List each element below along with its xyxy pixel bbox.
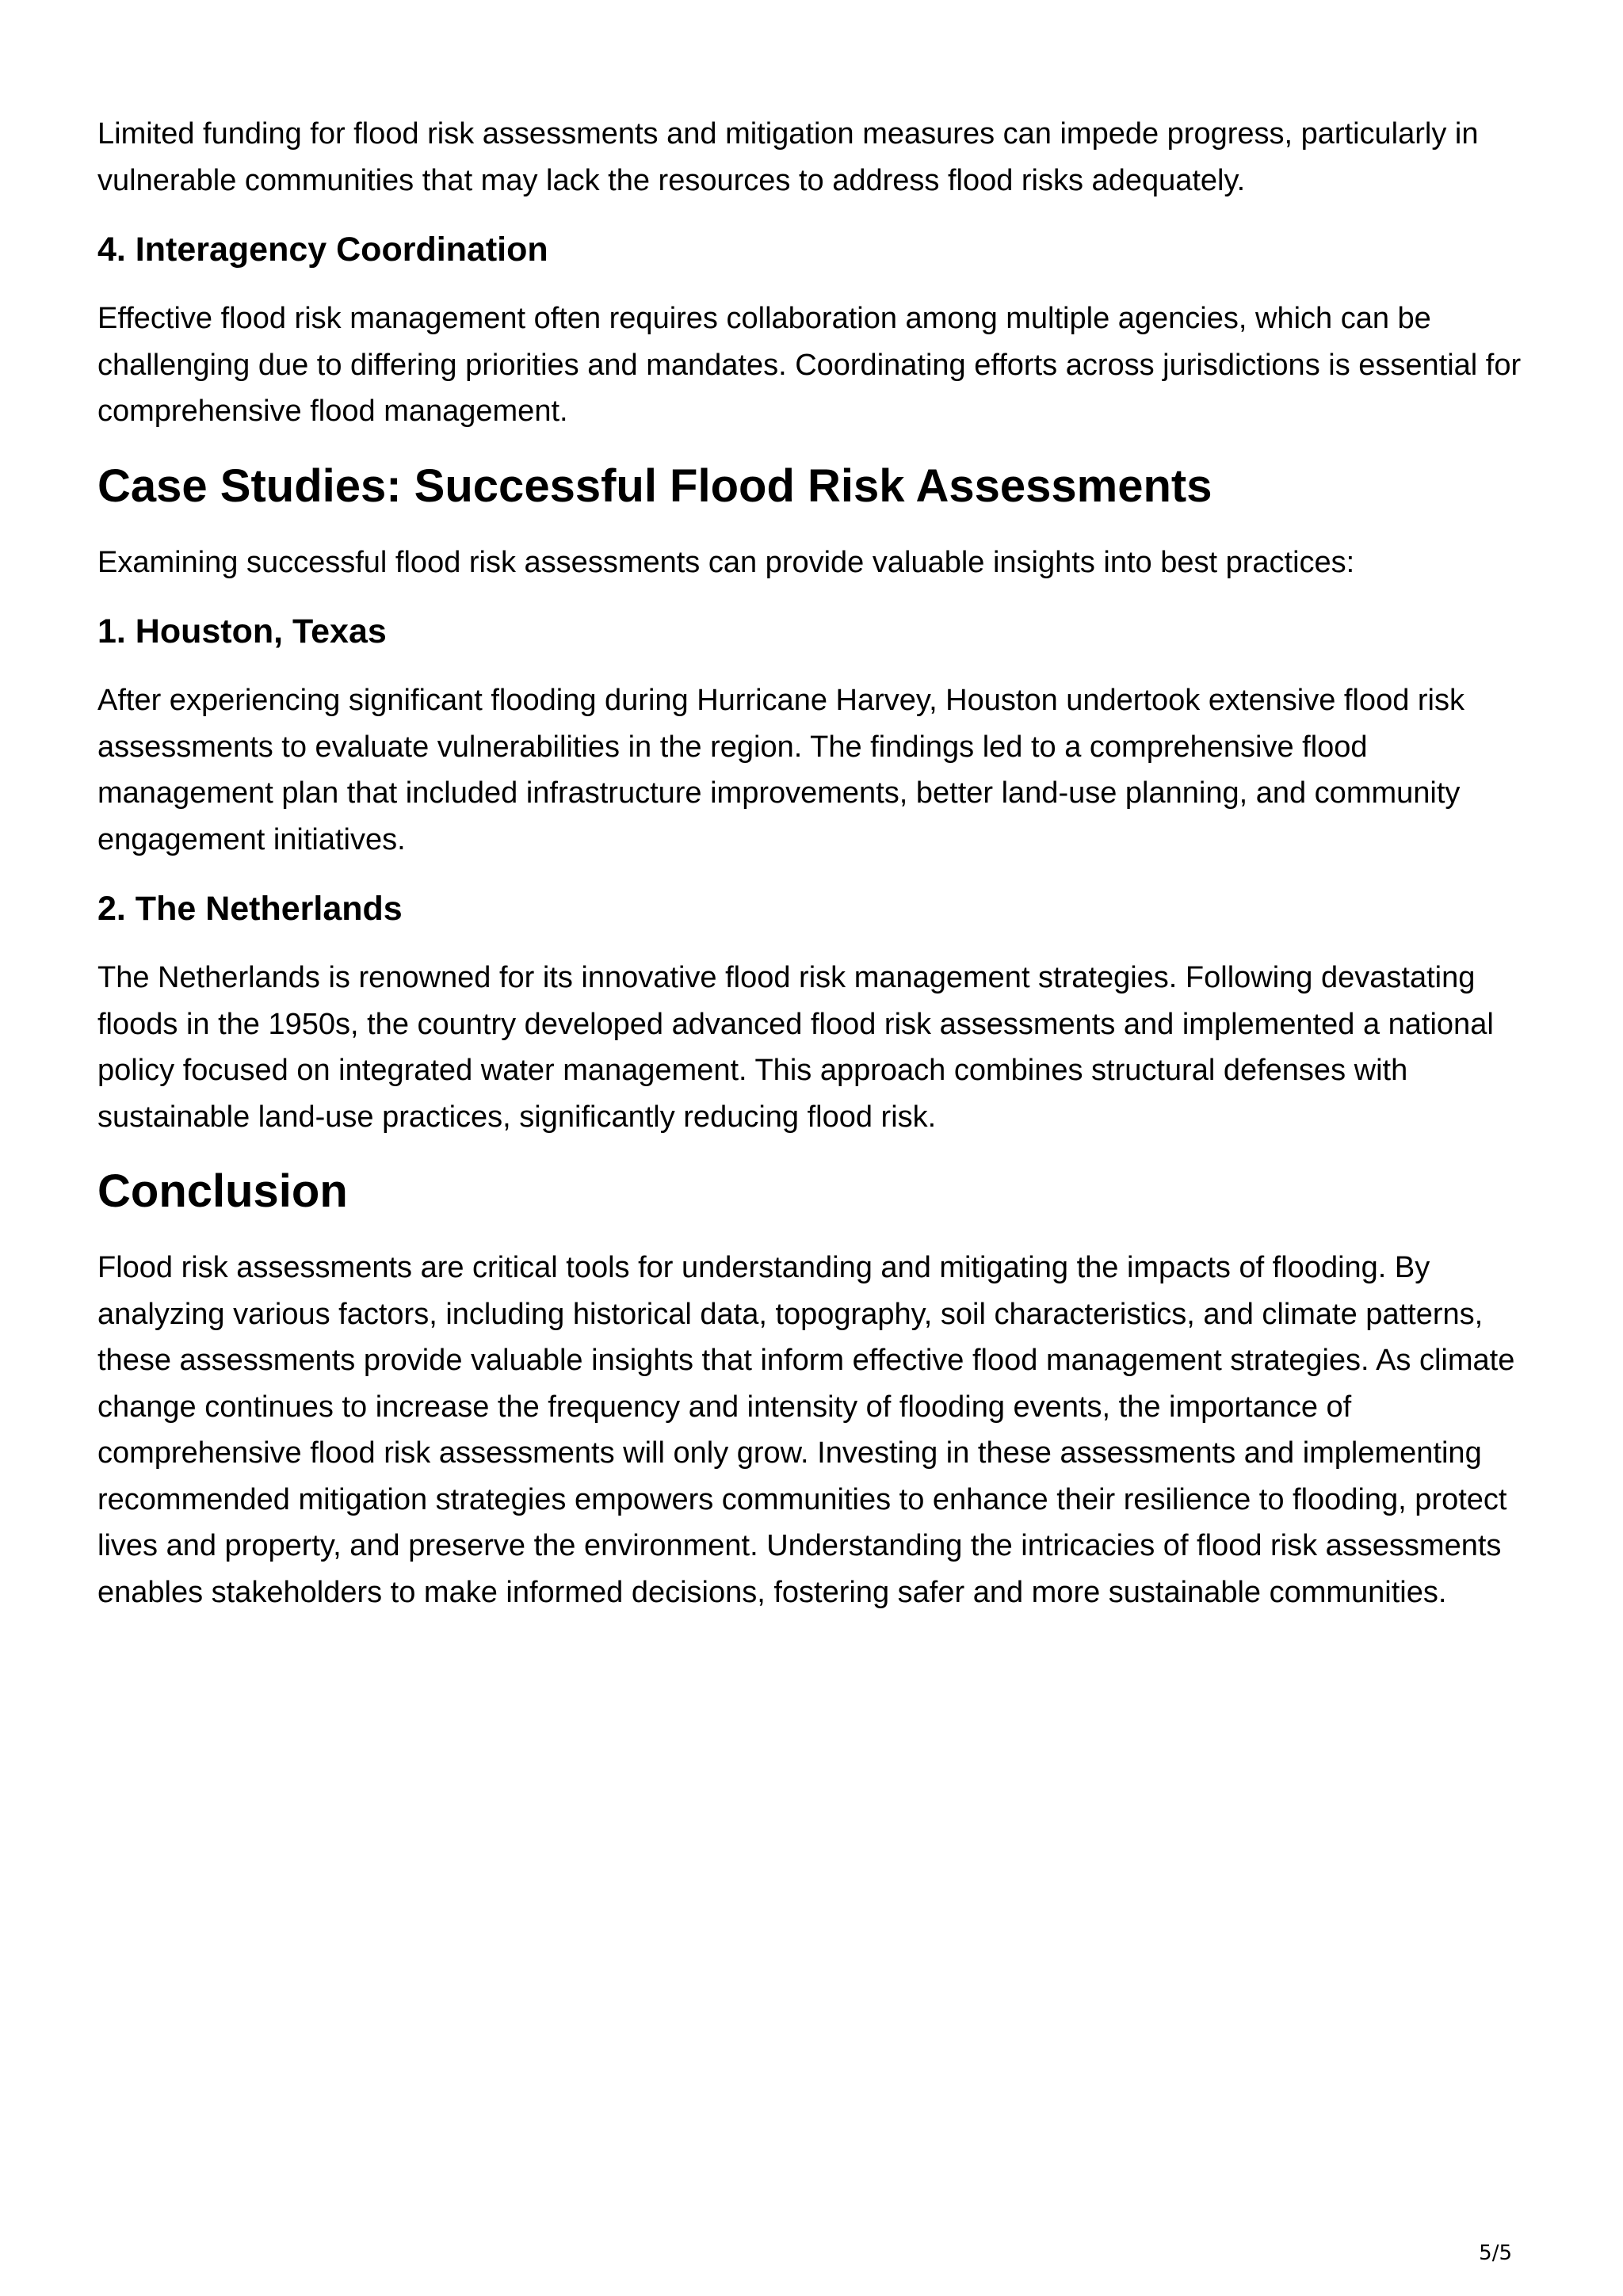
funding-paragraph: Limited funding for flood risk assessments and mitigation measures can impede progress, particularly in vulnerable communities that may lack the resources to address flood risks adequately. xyxy=(97,117,1479,197)
interagency-heading: 4. Interagency Coordination xyxy=(97,231,548,269)
page-number: 5/5 xyxy=(1479,2241,1512,2265)
houston-heading: 1. Houston, Texas xyxy=(97,612,387,650)
interagency-paragraph: Effective flood risk management often requires collaboration among multiple agencies, which can be challenging due to differing priorities and mandates. Coordinating efforts across jurisdictions is essential for comprehensive flood management. xyxy=(97,302,1522,428)
netherlands-paragraph: The Netherlands is renowned for its innovative flood risk management strategies. Following devastating floods in the 1950s, the country developed advanced flood risk assessments and implemented a national policy focused on integrated water management. This approach combines structural defenses with sustainable land-use practices, significantly reducing flood risk. xyxy=(97,961,1494,1134)
page-content xyxy=(97,111,1540,1639)
houston-paragraph: After experiencing significant flooding during Hurricane Harvey, Houston undertook extensive flood risk assessments to evaluate vulnerabilities in the region. The findings led to a comprehensive flood management plan that included infrastructure improvements, better land-use planning, and community engagement initiatives. xyxy=(97,684,1465,856)
netherlands-heading: 2. The Netherlands xyxy=(97,890,403,928)
case-studies-intro: Examining successful flood risk assessments can provide valuable insights into best practices: xyxy=(97,545,1355,579)
conclusion-heading: Conclusion xyxy=(97,1165,348,1217)
conclusion-paragraph: Flood risk assessments are critical tools for understanding and mitigating the impacts of flooding. By analyzing various factors, including historical data, topography, soil characteristics, and climate patterns, these assessments provide valuable insights that inform effective flood management strategies. As climate change continues to increase the frequency and intensity of flooding events, the importance of comprehensive flood risk assessments will only grow. Investing in these assessments and implementing recommended mitigation strategies empowers communities to enhance their resilience to flooding, protect lives and property, and preserve the environment. Understanding the intricacies of flood risk assessments enables stakeholders to make informed decisions, fostering safer and more sustainable communities. xyxy=(97,1251,1515,1609)
case-studies-heading: Case Studies: Successful Flood Risk Assessments xyxy=(97,460,1212,512)
